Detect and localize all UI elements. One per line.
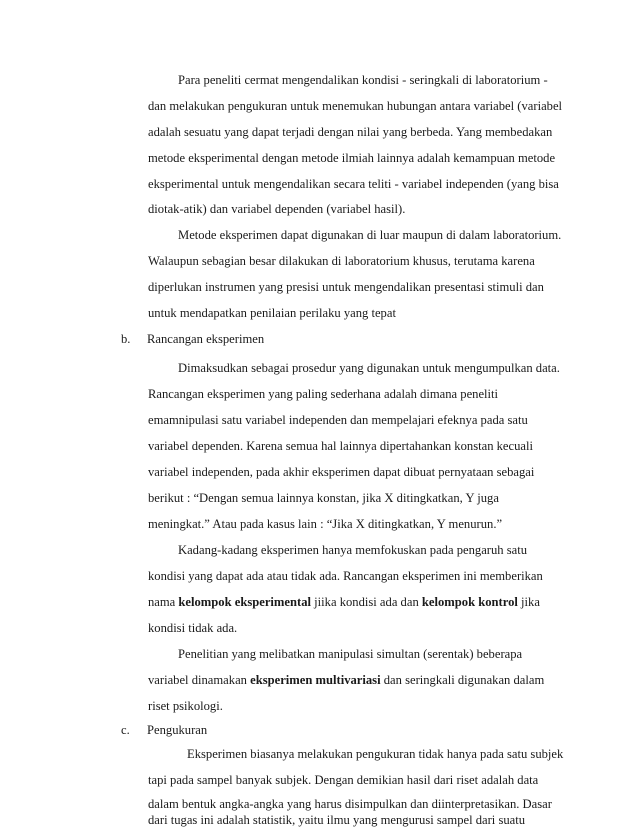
paragraph-line: kondisi tidak ada. [148,621,238,635]
paragraph-line: dari tugas ini adalah statistik, yaitu ilmu yang mengurusi sampel dari suatu [148,813,526,827]
paragraph-line: metode eksperimental dengan metode ilmiah lainnya adalah kemampuan metode [148,151,556,165]
paragraph-line: diotak-atik) dan variabel dependen (variabel hasil). [148,202,406,216]
paragraph-line: kondisi yang dapat ada atau tidak ada. Rancangan eksperimen ini memberikan [148,569,543,583]
section-heading-c [121,722,207,738]
paragraph-line: Penelitian yang melibatkan manipulasi simultan (serentak) beberapa [178,647,523,661]
paragraph-line: variabel independen, pada akhir eksperimen dapat dibuat pernyataan sebagai [148,465,535,479]
paragraph-line: Metode eksperimen dapat digunakan di luar maupun di dalam laboratorium. [178,228,562,242]
section-title: Rancangan eksperimen [147,332,265,346]
paragraph-line: emamnipulasi satu variabel independen dan mempelajari efeknya pada satu [148,413,528,427]
text-run: dan seringkali digunakan dalam [380,673,545,687]
paragraph-line: variabel dependen. Karena semua hal lainnya dipertahankan konstan kecuali [148,439,533,453]
paragraph-line: Kadang-kadang eksperimen hanya memfokuskan pada pengaruh satu [178,543,528,557]
text-run: nama [148,595,179,609]
paragraph-line [148,594,540,610]
paragraph-line: dan melakukan pengukuran untuk menemukan hubungan antara variabel (variabel [148,99,563,113]
paragraph-line: eksperimental untuk mengendalikan secara teliti - variabel independen (yang bisa [148,177,559,191]
paragraph-line [148,672,544,688]
text-run: jiika kondisi ada dan [311,595,422,609]
paragraph-line: diperlukan instrumen yang presisi untuk mengendalikan presentasi stimuli dan [148,280,544,294]
section-title: Pengukuran [147,723,208,737]
paragraph-line: dalam bentuk angka-angka yang harus disimpulkan dan diinterpretasikan. Dasar [148,797,552,811]
bold-term: kelompok eksperimental [178,595,312,609]
paragraph-line: riset psikologi. [148,699,223,713]
section-heading-b [121,331,264,347]
paragraph-line: meningkat.” Atau pada kasus lain : “Jika X ditingkatkan, Y menurun.” [148,517,503,531]
paragraph-line: Para peneliti cermat mengendalikan kondisi - seringkali di laboratorium - [178,73,548,87]
paragraph-line: Walaupun sebagian besar dilakukan di laboratorium khusus, terutama karena [148,254,535,268]
text-run: variabel dinamakan [148,673,251,687]
bold-term: eksperimen multivariasi [250,673,381,687]
paragraph-line: Eksperimen biasanya melakukan pengukuran tidak hanya pada satu subjek [187,747,564,761]
paragraph-line: Rancangan eksperimen yang paling sederhana adalah dimana peneliti [148,387,499,401]
section-marker: c. [121,723,130,737]
paragraph-line: tapi pada sampel banyak subjek. Dengan demikian hasil dari riset adalah data [148,773,539,787]
bold-term: kelompok kontrol [421,595,518,609]
paragraph-line: untuk mendapatkan penilaian perilaku yang tepat [148,306,396,320]
paragraph-line: berikut : “Dengan semua lainnya konstan, jika X ditingkatkan, Y juga [148,491,499,505]
section-marker: b. [121,332,131,346]
paragraph-line: adalah sesuatu yang dapat terjadi dengan nilai yang berbeda. Yang membedakan [148,125,553,139]
text-run: jika [517,595,540,609]
paragraph-line: Dimaksudkan sebagai prosedur yang digunakan untuk mengumpulkan data. [178,361,560,375]
